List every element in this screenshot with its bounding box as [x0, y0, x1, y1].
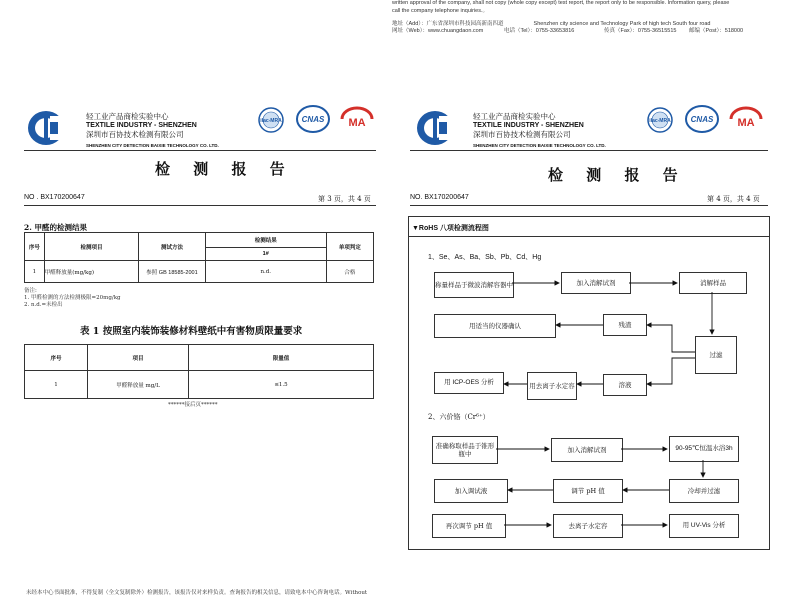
note-1: 1. 甲醛检测的方法检测极限=20mg/kg: [24, 295, 121, 301]
limit-cell-item: 甲醛释放量 mg/L: [88, 371, 189, 399]
telephone: 电话（Tel）：0755-33653816: [504, 28, 575, 34]
ilac-text: ilac-MRA: [649, 118, 671, 124]
col-result: 检测结果: [205, 233, 326, 248]
limit-cell-value: ≤1.5: [189, 371, 374, 399]
cell-method: 参照 GB 18585-2001: [139, 261, 206, 283]
address-en: Shenzhen city science and Technology Park of high tech South four road: [533, 21, 711, 27]
col-method: 测试方法: [139, 233, 206, 261]
cnas-text: CNAS: [690, 115, 714, 124]
rohs-box-title: ▼RoHS 八项检测流程图: [409, 217, 769, 237]
company-name-en: SHENZHEN CITY DETECTION BAIXIE TECHNOLOGY CO. LTD.: [86, 143, 219, 148]
postcode: 邮编（Post）：518000: [689, 28, 744, 34]
cell-result: n.d.: [205, 261, 326, 283]
flow1-step-icp-oes: 用 ICP-OES 分析: [434, 372, 504, 394]
flow2-step-add-reagent: 加入消解试剂: [551, 438, 623, 462]
address-cn: 地址（Add）：广东省深圳市科技园高新南四道: [392, 21, 504, 27]
company-name-cn: 深圳市百协技术检测有限公司: [86, 130, 184, 139]
note-2: 2. n.d.=未检出: [24, 302, 63, 308]
report-title: 检 测 报 告: [155, 160, 294, 178]
flow2-step-cool-filter: 冷却并过滤: [669, 479, 739, 503]
flow2-step-weigh: 准确称取样品于锥形瓶中: [432, 436, 498, 464]
flow2-step-add-buffer: 加入调试液: [434, 479, 508, 503]
flow2-step-adjust-ph: 调节 pH 值: [553, 479, 623, 503]
col-no: 序号: [25, 233, 45, 261]
fax: 传真（Fax）：0755-36515515: [604, 28, 677, 34]
ilac-text: ilac-MRA: [260, 118, 282, 124]
limit-cell-no: 1: [25, 371, 88, 399]
flow1-step-residue: 残渣: [603, 314, 647, 336]
limit-col-value: 限量值: [189, 345, 374, 371]
flow2-step-uv-vis: 用 UV-Vis 分析: [669, 514, 739, 538]
limit-table-title: 表 1 按照室内装饰装修材料壁纸中有害物质限量要求: [80, 326, 303, 337]
flow1-step-digest: 消解样品: [679, 272, 747, 294]
report-number: NO. BX170200647: [410, 194, 469, 201]
website: 网址（Web）：www.chuangdaon.com: [392, 28, 484, 34]
cell-item: 甲醛释放量(mg/kg): [44, 261, 138, 283]
report-title: 检 测 报 告: [548, 166, 687, 184]
notes-label: 备注:: [24, 288, 37, 294]
org-name-en: TEXTILE INDUSTRY - SHENZHEN: [86, 122, 197, 129]
flow1-title: 1、Se、As、Ba、Sb、Pb、Cd、Hg: [428, 254, 542, 261]
flow1-step-add-reagent: 加入消解试剂: [561, 272, 631, 294]
fragment-line1: written approval of the company, shall not copy (whole copy except) test report, the report only to be responsible. Information query, please: [392, 0, 730, 6]
end-mark: ******接后页******: [168, 402, 218, 408]
flow1-step-deionized-volume: 用去离子水定容: [527, 372, 577, 400]
section-title: 2. 甲醛的检测结果: [24, 223, 87, 232]
company-name-cn: 深圳市百协技术检测有限公司: [473, 130, 571, 139]
cnas-text: CNAS: [301, 115, 325, 124]
flow2-step-water-bath: 90-95℃恒温水浴3h: [669, 436, 739, 462]
col-item: 检测项目: [44, 233, 138, 261]
report-number: NO . BX170200647: [24, 194, 85, 201]
flow1-step-filter: 过滤: [695, 336, 737, 374]
ma-text: MA: [348, 117, 366, 129]
org-name-cn: 轻工业产品商检实验中心: [86, 112, 169, 121]
limit-col-no: 序号: [25, 345, 88, 371]
cell-no: 1: [25, 261, 45, 283]
page-info: 第 4 页，共 4 页: [707, 195, 760, 203]
flow2-title: 2、六价铬（Cr⁶⁺）: [428, 413, 490, 421]
company-name-en: SHENZHEN CITY DETECTION BAIXIE TECHNOLOGY CO. LTD.: [473, 143, 606, 148]
flow1-step-weigh: 称量样品于微波消解容器中: [434, 272, 514, 298]
col-judge: 单项判定: [326, 233, 373, 261]
col-result-sample: 1#: [205, 248, 326, 261]
org-name-cn: 轻工业产品商检实验中心: [473, 112, 556, 121]
ma-text: MA: [737, 117, 755, 129]
flow2-step-readjust-ph: 再次调节 pH 值: [432, 514, 506, 538]
limit-col-item: 项目: [88, 345, 189, 371]
org-name-en: TEXTILE INDUSTRY - SHENZHEN: [473, 122, 584, 129]
flow1-step-instrument-confirm: 用适当的仪器确认: [434, 314, 556, 338]
cell-judge: 合格: [326, 261, 373, 283]
fragment-line2: call the company telephone inquiries.。: [392, 8, 489, 14]
flow1-step-solution: 溶液: [603, 374, 647, 396]
page-info: 第 3 页，共 4 页: [318, 195, 371, 203]
flow2-step-deionized-volume: 去离子水定容: [553, 514, 623, 538]
footer-text: 未经本中心书面批准，不得复制（全文复制除外）检测报告，该报告仅对来样负责。查询报告的相关信息，请致电本中心咨询电话。Without: [26, 590, 368, 596]
